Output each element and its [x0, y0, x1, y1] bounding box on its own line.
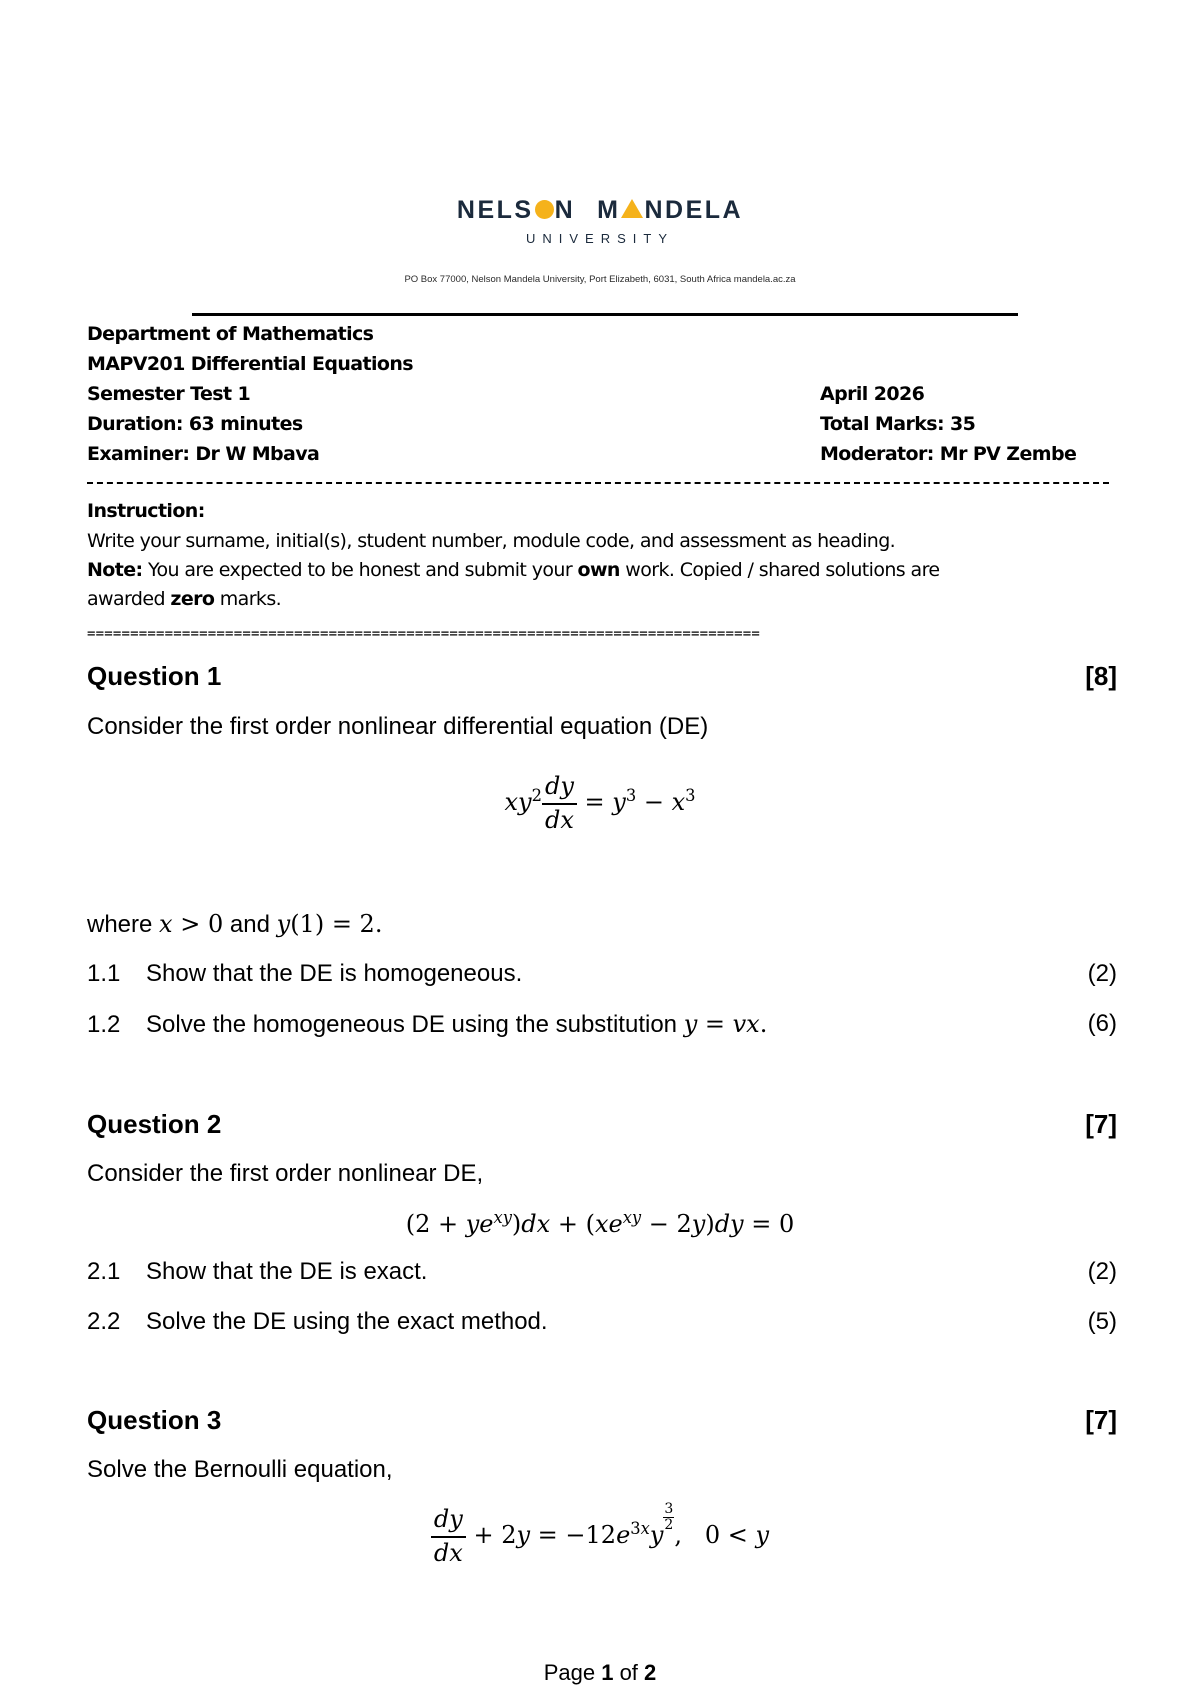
university-address: PO Box 77000, Nelson Mandela University, Port Elizabeth, 6031, South Africa mandela.ac.za — [404, 274, 796, 285]
question-1-condition: where x > 0 and y(1) = 2. — [87, 910, 383, 938]
moderator: Moderator: Mr PV Zembe — [820, 443, 1077, 465]
test-name: Semester Test 1 — [87, 383, 251, 405]
question-2-intro: Consider the first order nonlinear DE, — [87, 1160, 484, 1187]
page-number: Page 1 of 2 — [543, 1660, 657, 1685]
question-1-equation: $xy^2$ $\frac{dy}{dx}$ = $y^3 - x^3$ — [504, 772, 696, 834]
dashed-divider — [87, 482, 1109, 484]
question-1-marks: [8] — [1085, 661, 1117, 691]
question-1-intro: Consider the first order nonlinear differential equation (DE) — [87, 713, 709, 740]
total-marks: Total Marks: 35 — [820, 413, 976, 435]
department: Department of Mathematics — [87, 323, 374, 345]
question-2-title: Question 2 — [87, 1109, 222, 1139]
test-date: April 2026 — [820, 383, 925, 405]
instruction-title: Instruction: — [87, 500, 205, 522]
logo-subtitle: UNIVERSITY — [525, 231, 674, 246]
instruction-note-cont: awarded zero marks. — [87, 588, 282, 610]
question-1-2: 1.2 Solve the homogeneous DE using the substitution y = vx. — [87, 1010, 768, 1038]
question-2-2-marks: (5) — [1087, 1308, 1117, 1335]
question-3-equation: $\frac{dy}{dx}$ + $2y = -12e^{3x}y$ $\frac{3}{2}$ , 0 < y — [0, 1502, 1200, 1567]
module-title: MAPV201 Differential Equations — [87, 353, 413, 375]
question-2-1-marks: (2) — [1087, 1258, 1117, 1285]
question-3-marks: [7] — [1085, 1405, 1117, 1435]
header-rule — [192, 313, 1018, 316]
instruction-text: Write your surname, initial(s), student number, module code, and assessment as heading. — [87, 530, 896, 552]
university-logo — [0, 196, 1200, 225]
instruction-note: Note: You are expected to be honest and submit your own work. Copied / shared solutions are — [87, 559, 940, 581]
question-3-intro: Solve the Bernoulli equation, — [87, 1456, 393, 1483]
question-2-equation: $(2 + ye^{xy})dx + (xe^{xy} - 2y)dy = 0$ — [405, 1208, 795, 1238]
question-1-1: 1.1 Show that the DE is homogeneous. — [87, 960, 523, 987]
equals-separator: ============================================================================== — [87, 626, 761, 642]
question-2-1: 2.1 Show that the DE is exact. — [87, 1258, 428, 1285]
question-2-2: 2.2 Solve the DE using the exact method. — [87, 1308, 548, 1335]
question-1-2-marks: (6) — [1087, 1010, 1117, 1037]
duration: Duration: 63 minutes — [87, 413, 303, 435]
question-2-marks: [7] — [1085, 1109, 1117, 1139]
logo-triangle-icon — [621, 199, 643, 218]
question-3-title: Question 3 — [87, 1405, 222, 1435]
examiner: Examiner: Dr W Mbava — [87, 443, 320, 465]
logo-word-nelson: NELS N — [456, 196, 576, 224]
logo-dot-icon — [535, 200, 554, 219]
question-1-1-marks: (2) — [1087, 960, 1117, 987]
question-1-title: Question 1 — [87, 661, 222, 691]
logo-word-mandela: M NDELA — [597, 196, 744, 224]
